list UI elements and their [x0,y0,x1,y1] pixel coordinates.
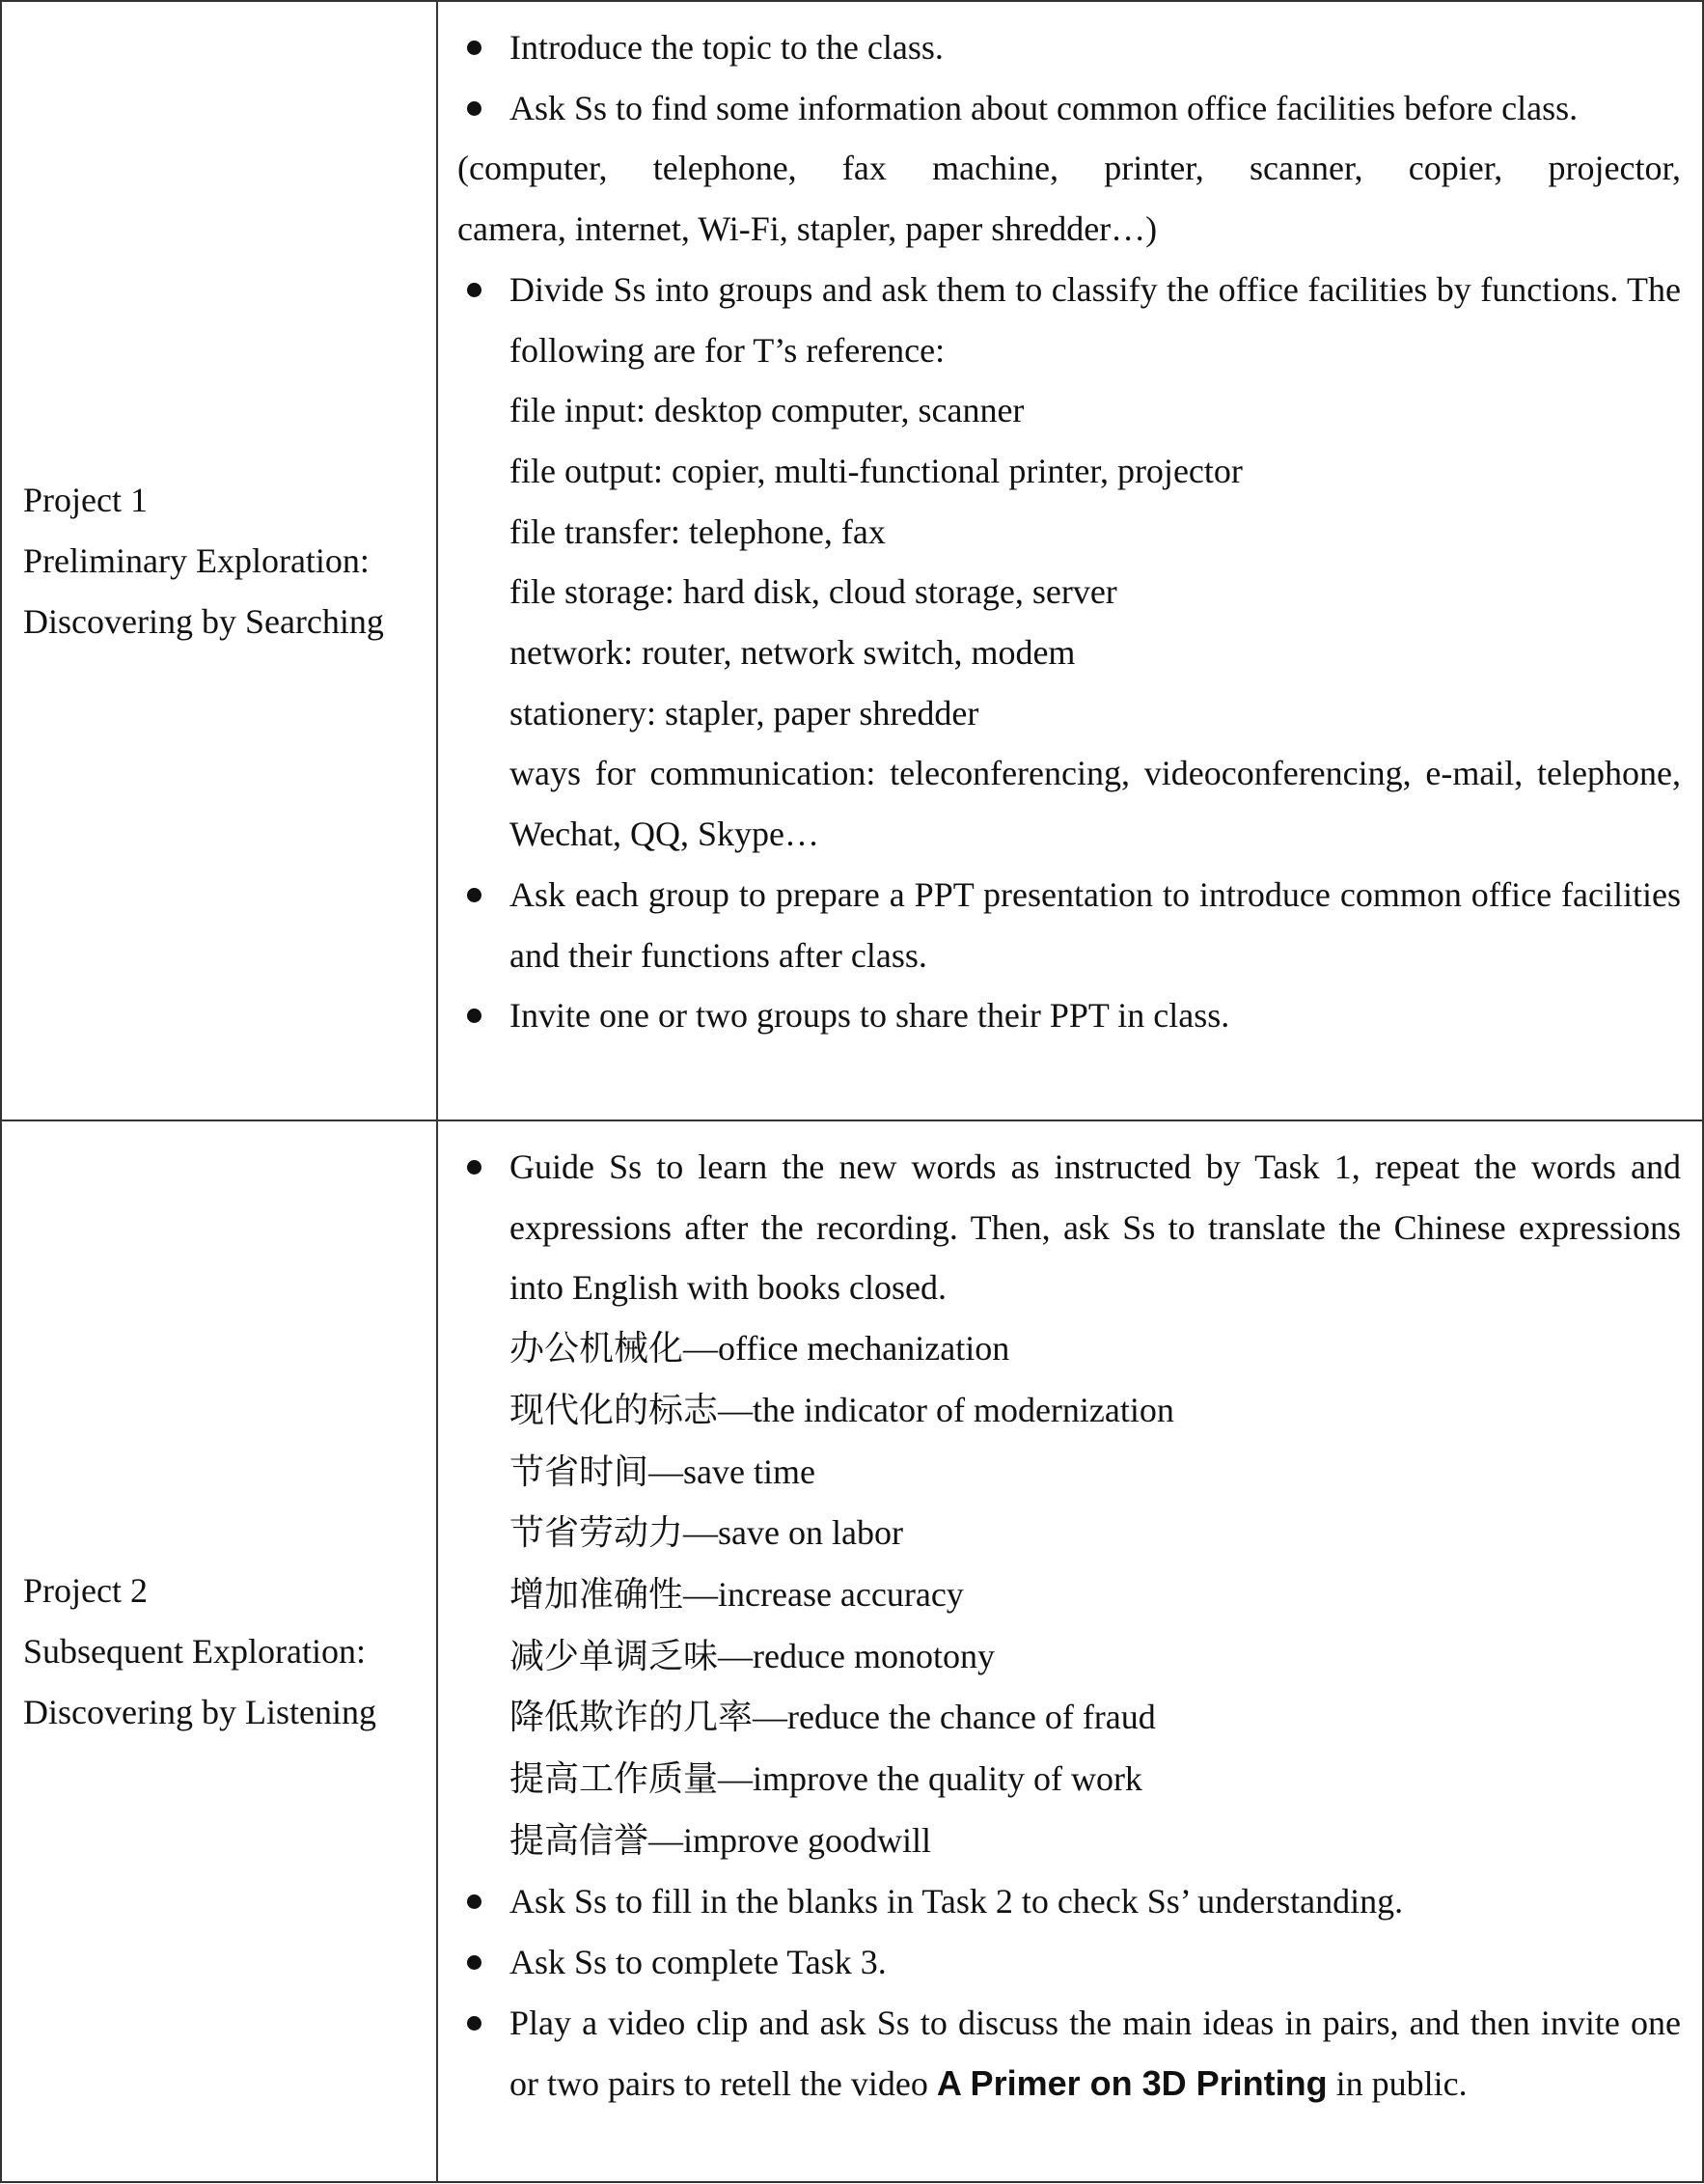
reference-line: file output: copier, multi-functional printer, projector [509,451,1243,490]
list-item [457,260,1681,380]
reference-line: stationery: stapler, paper shredder [509,693,979,733]
vocab-chinese: 提高工作质量 [509,1759,719,1800]
project-1-content-cell [437,1,1703,1120]
reference-line: network: router, network switch, modem [509,633,1076,673]
bullet-icon [467,2016,481,2031]
project-1-subtitle: Discovering by Searching [23,601,384,641]
project-1-stage: Preliminary Exploration: [23,540,370,580]
vocab-english: —reduce the chance of fraud [753,1698,1156,1737]
bullet-icon [467,1009,481,1023]
project-2-row [1,1120,1703,2182]
vocab-line [457,1380,1681,1442]
vocab-chinese: 节省时间 [509,1451,649,1492]
list-item [457,17,1681,78]
bullet-text: Guide Ss to learn the new words as instructed by Task 1, repeat the words and expressions after the recording. Then, ask Ss to translate the Chinese expressions into English with books closed. [509,1147,1681,1308]
vocab-line [457,1749,1681,1811]
vocab-english: —office mechanization [683,1329,1010,1368]
bullet-text [509,2004,1681,2103]
project-1-title: Project 1 [23,480,148,519]
project-1-label-cell [1,1,437,1120]
vocab-english: —increase accuracy [683,1574,964,1614]
bullet-text: Introduce the topic to the class. [509,28,944,67]
bullet-icon [467,1955,481,1970]
vocab-english: —reduce monotony [718,1636,995,1675]
facilities-list-line: (computer, telephone, fax machine, printer, scanner, copier, projector, [457,149,1681,188]
list-item [457,1932,1681,1993]
bullet-icon [467,41,481,55]
list-item [457,1993,1681,2114]
list-item [457,78,1681,139]
vocab-line [457,1564,1681,1626]
vocab-line [457,1503,1681,1564]
vocab-chinese: 提高信誉 [509,1820,649,1861]
video-title: A Primer on 3D Printing [936,2062,1328,2103]
vocab-chinese: 降低欺诈的几率 [509,1698,754,1738]
vocab-chinese: 减少单调乏味 [509,1636,719,1676]
bullet-icon [467,1894,481,1909]
project-1-row [1,1,1703,1120]
list-item [457,985,1681,1046]
list-item [457,865,1681,985]
vocab-english: —save on labor [683,1513,903,1553]
reference-line: file input: desktop computer, scanner [509,391,1025,430]
bullet-text-intro: Play a video clip and ask Ss to discuss the main ideas in pairs, and then invite one or two pairs to retell the video [509,2003,1681,2103]
vocab-chinese: 办公机械化 [509,1329,684,1369]
vocab-chinese: 节省劳动力 [509,1513,684,1554]
vocab-english: —improve the quality of work [718,1759,1142,1799]
bullet-icon [467,283,481,297]
bullet-text: Ask Ss to fill in the blanks in Task 2 to check Ss’ understanding. [509,1882,1404,1921]
vocab-chinese: 现代化的标志 [509,1390,719,1430]
vocab-chinese: 增加准确性 [509,1574,684,1615]
project-2-subtitle: Discovering by Listening [23,1692,376,1731]
project-2-stage: Subsequent Exploration: [23,1631,366,1671]
bullet-text: Divide Ss into groups and ask them to classify the office facilities by functions. The following are for T’s reference: [509,269,1681,370]
vocab-english: —improve goodwill [648,1820,931,1860]
bullet-icon [467,101,481,116]
vocab-english: —save time [648,1451,815,1491]
vocab-line [457,1442,1681,1504]
list-item [457,1137,1681,1318]
bullet-text: Ask each group to prepare a PPT presentation to introduce common office facilities and their functions after class. [509,874,1681,975]
vocab-line [457,1811,1681,1872]
vocab-line [457,1687,1681,1749]
project-2-label-cell [1,1120,437,2182]
bullet-text: Ask Ss to find some information about common office facilities before class. [509,88,1579,127]
vocab-english: —the indicator of modernization [718,1390,1174,1429]
bullet-text: Invite one or two groups to share their PPT in class. [509,996,1230,1036]
reference-line: file storage: hard disk, cloud storage, server [509,572,1117,612]
project-2-title: Project 2 [23,1570,148,1610]
bullet-icon [467,1160,481,1175]
reference-line: file transfer: telephone, fax [509,511,886,551]
bullet-text: Ask Ss to complete Task 3. [509,1943,887,1982]
vocab-line [457,1626,1681,1688]
facilities-list-line: camera, internet, Wi-Fi, stapler, paper shredder…) [457,209,1158,249]
vocab-line [457,1318,1681,1380]
project-2-content-cell [437,1120,1703,2182]
list-item [457,1871,1681,1932]
bullet-icon [467,888,481,902]
reference-line: ways for communication: teleconferencing, videoconferencing, e-mail, telephone, Wechat, QQ, Skype… [509,754,1681,854]
bullet-text-end: in public. [1327,2063,1468,2103]
